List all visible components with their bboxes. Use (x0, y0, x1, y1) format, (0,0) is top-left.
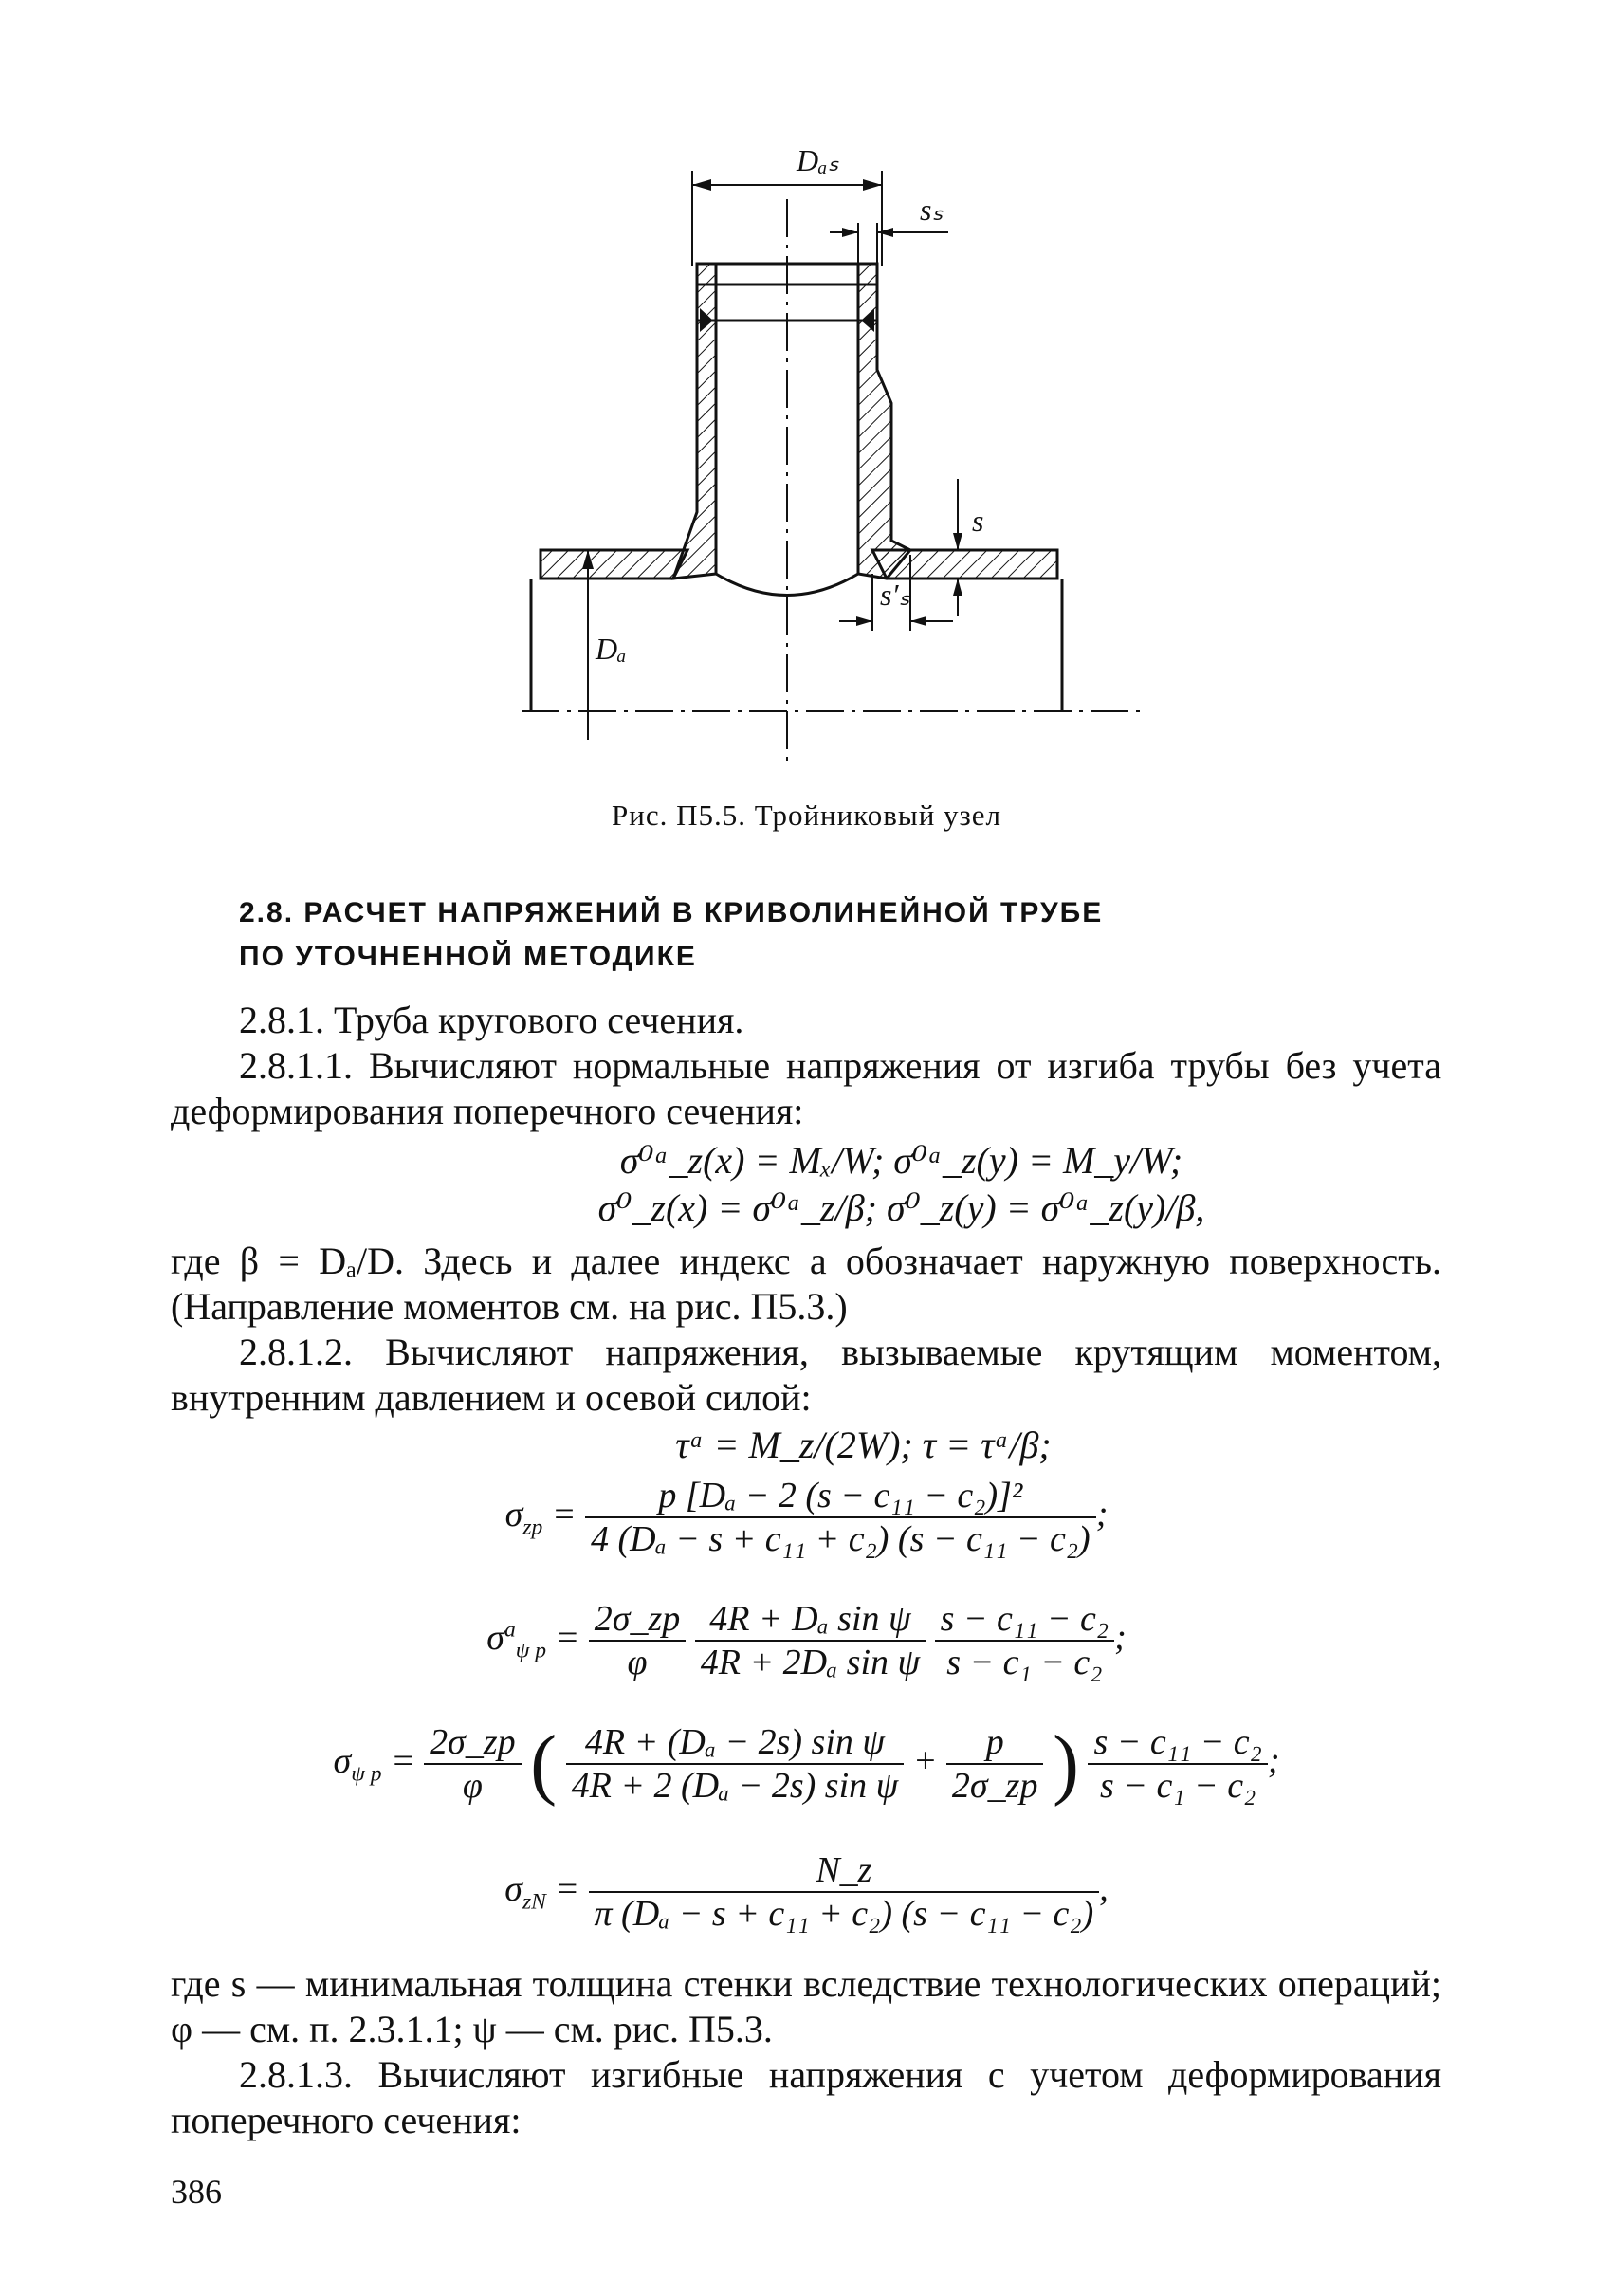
paragraph-2-8-1-1: 2.8.1.1. Вычисляют нормальные напряжения от изгиба трубы без учета деформирования поперечного сечения: (171, 1044, 1441, 1132)
equation-sigma-zp: $\sigma_{zp}$ = $\frac{\text{p [Dₐ − 2 (s − c₁₁ − c₂)]²}}{\text{4 (Dₐ − s + c₁₁ + c₂) (s − c₁₁ − c₂)}}$ ; (504, 1476, 1109, 1559)
main-pipe-wall-left (541, 550, 687, 579)
sigma-zn-fraction: $\frac{N\_z}{\text{π (Dₐ − s + c₁₁ + c₂) (s − c₁₁ − c₂)}}$ (589, 1849, 1100, 1935)
paragraph-beta-definition: где β = Dₐ/D. Здесь и далее индекс a обозначает наружную поверхность. (Направление моментов см. на рис. П5.3.) (171, 1240, 1441, 1328)
label-das: Dₐₛ (797, 143, 839, 177)
page-number: 386 (171, 2173, 222, 2211)
sigma-zp-fraction: $\frac{\text{p [Dₐ − 2 (s − c₁₁ − c₂)]²}}{\text{4 (Dₐ − s + c₁₁ + c₂) (s − c₁₁ − c₂)}}$ (585, 1475, 1096, 1560)
formula-bending-stress-b: σ⁰_z(x) = σ⁰ᵃ_z/β; σ⁰_z(y) = σ⁰ᵃ_z(y)/β, (597, 1186, 1205, 1229)
section-heading-line1: 2.8. РАСЧЕТ НАПРЯЖЕНИЙ В КРИВОЛИНЕЙНОЙ ТРУБЕ (239, 897, 1104, 928)
formula-bending-stress-a: σ⁰ᵃ_z(x) = Mₓ/W; σ⁰ᵃ_z(y) = M_y/W; (619, 1139, 1183, 1182)
label-s: s (972, 504, 984, 538)
branch-wall-left (673, 264, 716, 579)
sigma-psi-p-lhs: $\sigma_{\psi p}$ = (333, 1741, 415, 1787)
equation-sigma-a-psi-p: $\sigma^a_{\psi p}$ = $\frac{2\sigma\_zp}{\varphi}$ $\frac{\text{4R + Dₐ sin ψ}}{\text{4R + 2Dₐ sin ψ}}$ $\frac{\text{s − c₁₁ − c₂}}{\text{s − c₁ − c₂}}$ ; (486, 1599, 1127, 1682)
formula-torsion: τᵃ = M_z/(2W); τ = τᵃ/β; (675, 1424, 1052, 1466)
figure-caption: Рис. П5.5. Тройниковый узел (611, 799, 1002, 832)
section-heading-line2: ПО УТОЧНЕННОЙ МЕТОДИКЕ (239, 941, 697, 972)
sigma-zp-lhs: $\sigma_{zp}$ = (504, 1495, 577, 1540)
equation-sigma-psi-p: $\sigma_{\psi p}$ = $\frac{2\sigma\_zp}{\varphi}$ ( $\frac{\text{4R + (Dₐ − 2s) sin ψ}}{\text{4R + 2 (Dₐ − 2s) sin ψ}}$ + $\frac{p}{2\sigma\_zp}$ ) $\frac{\text{s − c₁₁ − c₂}}{\text{s − c₁ − c₂}}$ ; (333, 1719, 1280, 1808)
paragraph-2-8-1-3: 2.8.1.3. Вычисляют изгибные напряжения с учетом деформирования поперечного сечения: (171, 2053, 1441, 2141)
paragraph-s-definition: где s — минимальная толщина стенки вследствие технологических операций; φ — см. п. 2.3.1.1; ψ — см. рис. П5.3. (171, 1962, 1441, 2050)
paragraph-2-8-1: 2.8.1. Труба кругового сечения. (239, 999, 744, 1041)
label-ss-prime: s′ₛ (880, 578, 910, 612)
tee-junction-figure (493, 142, 1157, 778)
sigma-a-psi-p-lhs: $\sigma^a_{\psi p}$ = (486, 1617, 580, 1663)
branch-wall-right (858, 264, 910, 579)
label-ss: sₛ (920, 193, 944, 227)
equation-sigma-zn: $\sigma_{zN}$ = $\frac{N\_z}{\text{π (Dₐ − s + c₁₁ + c₂) (s − c₁₁ − c₂)}}$ , (504, 1850, 1109, 1934)
paragraph-2-8-1-2: 2.8.1.2. Вычисляют напряжения, вызываемые крутящим моментом, внутренним давлением и осевой силой: (171, 1331, 1441, 1419)
sigma-zn-lhs: $\sigma_{zN}$ = (504, 1869, 580, 1915)
section-heading (239, 891, 1472, 979)
label-da: Dₐ (596, 632, 627, 666)
